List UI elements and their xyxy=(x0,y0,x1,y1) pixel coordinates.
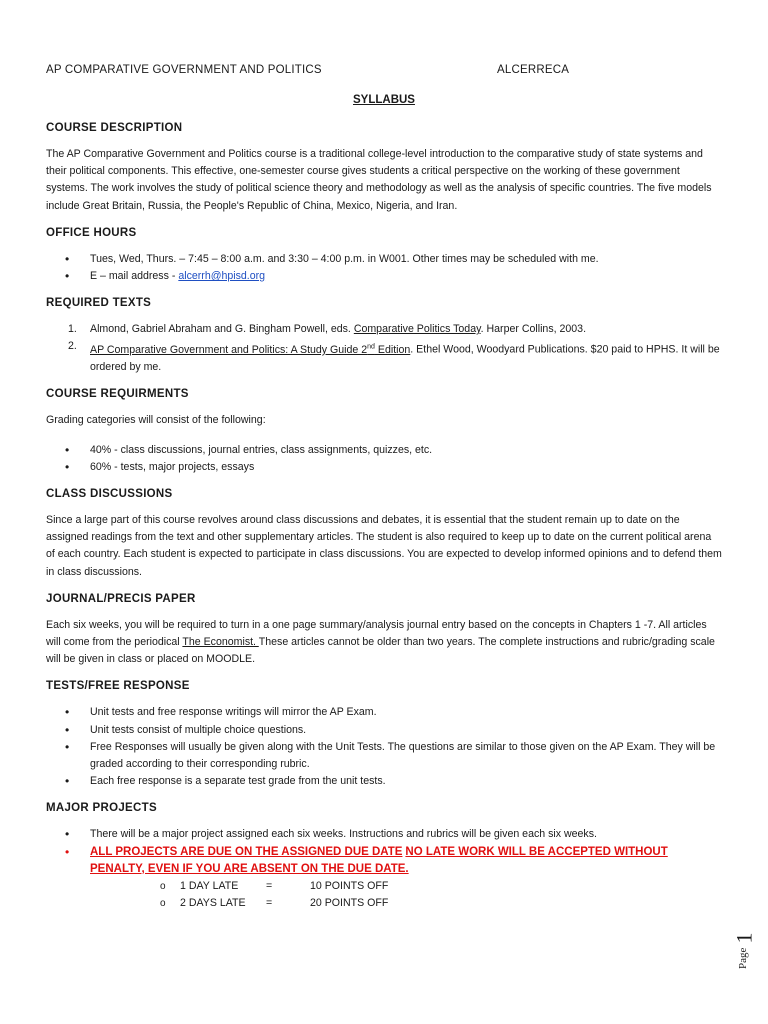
teacher-name-header: ALCERRECA xyxy=(497,64,570,76)
text2-title-edition: Edition xyxy=(374,343,411,356)
page-number-marker xyxy=(731,925,768,975)
tests-heading: TESTS/FREE RESPONSE xyxy=(46,680,190,693)
page-number: 1 xyxy=(731,932,757,944)
journal-text xyxy=(46,617,722,669)
document-body xyxy=(46,122,722,912)
journal-text-a: Each six weeks, you will be required to turn in a one page summary/analysis journal entry based on the concepts in Chapters 1 -7. All articles will come from the periodical xyxy=(46,618,707,648)
office-hours-list xyxy=(46,251,722,285)
penalty-equals: = xyxy=(266,880,273,893)
text1-title: Comparative Politics Today xyxy=(353,323,481,336)
text2-details: . Ethel Wood, Woodyard Publications. $20 paid to HPHS. It will be ordered by me. xyxy=(90,343,720,374)
text2-title xyxy=(90,344,410,356)
major-projects-heading: MAJOR PROJECTS xyxy=(46,802,157,815)
required-texts-heading: REQUIRED TEXTS xyxy=(46,297,152,310)
due-date-warning: ALL PROJECTS ARE DUE ON THE ASSIGNED DUE DATE xyxy=(90,845,403,858)
course-description-heading: COURSE DESCRIPTION xyxy=(46,122,183,134)
penalty-equals: = xyxy=(266,897,273,910)
text2-ordinal: nd xyxy=(367,343,375,351)
list-item xyxy=(46,321,722,338)
journal-heading: JOURNAL/PRECIS PAPER xyxy=(46,592,196,605)
late-penalty-list xyxy=(90,878,722,912)
email-label: E – mail address - xyxy=(90,270,179,283)
list-item: • Each free response is a separate test grade from the unit tests. xyxy=(46,773,722,790)
penalty-days: 2 DAYS LATE xyxy=(180,897,246,910)
list-item: • Free Responses will usually be given along with the Unit Tests. The questions are similar to those given on the AP Exam. They will be graded according to their corresponding rubric. xyxy=(46,739,722,773)
text1-authors: Almond, Gabriel Abraham and G. Bingham Powell, eds. xyxy=(90,323,354,336)
office-hours-times: • Tues, Wed, Thurs. – 7:45 – 8:00 a.m. and 3:30 – 4:00 p.m. in W001. Other times may be scheduled with me. xyxy=(46,251,722,268)
penalty-points: 20 POINTS OFF xyxy=(310,897,389,910)
office-hours-heading: OFFICE HOURS xyxy=(46,226,137,239)
tests-list xyxy=(46,704,722,790)
list-item: • Unit tests and free response writings will mirror the AP Exam. xyxy=(46,704,722,721)
class-discussions-heading: CLASS DISCUSSIONS xyxy=(46,487,173,500)
list-item: • 60% - tests, major projects, essays xyxy=(46,459,722,476)
course-title-header: AP COMPARATIVE GOVERNMENT AND POLITICS xyxy=(46,64,322,76)
list-item: • Unit tests consist of multiple choice questions. xyxy=(46,722,722,739)
list-number: 1. xyxy=(68,323,77,336)
penalty-days: 1 DAY LATE xyxy=(180,880,239,893)
page-label: Page xyxy=(737,947,749,969)
list-item: • 40% - class discussions, journal entries, class assignments, quizzes, etc. xyxy=(46,442,722,459)
list-item xyxy=(46,338,722,376)
late-work-warning: NO LATE WORK WILL BE ACCEPTED WITHOUT PENALTY, EVEN IF YOU ARE ABSENT ON THE DUE DATE. xyxy=(90,845,668,875)
course-requirements-heading: COURSE REQUIRMENTS xyxy=(46,388,189,401)
late-policy-warning xyxy=(46,844,722,913)
page-title: SYLLABUS xyxy=(353,94,415,106)
major-projects-list xyxy=(46,826,722,912)
periodical-title: The Economist. xyxy=(182,635,259,648)
list-number: 2. xyxy=(68,340,77,353)
grading-list xyxy=(46,442,722,476)
course-requirements-intro: Grading categories will consist of the following: xyxy=(46,414,266,427)
office-hours-email-item xyxy=(46,268,722,285)
email-link[interactable]: alcerrh@hpisd.org xyxy=(178,270,266,283)
penalty-row xyxy=(90,895,722,912)
list-item: • There will be a major project assigned each six weeks. Instructions and rubrics will be given each six weeks. xyxy=(46,826,722,843)
course-description-text: The AP Comparative Government and Politics course is a traditional college-level introduction to the comparative study of state systems and their political components. This effective, one-semester course gives students a critical perspective on the working of these government systems. The work involves the study of political science theory and methodology as well as the analysis of specific countries. The five models include Great Britain, Russia, the People's Republic of China, Mexico, Nigeria, and Iran. xyxy=(46,148,712,212)
text1-publisher: . Harper Collins, 2003. xyxy=(480,323,587,336)
journal-text-c: These articles cannot be older than two years. The complete instructions and rubric/grading scale will be given in class or placed on MOODLE. xyxy=(46,635,715,666)
penalty-row xyxy=(90,878,722,895)
text2-title-main: AP Comparative Government and Politics: A Study Guide 2 xyxy=(90,343,368,356)
class-discussions-text: Since a large part of this course revolves around class discussions and debates, it is essential that the student remain up to date on the assigned readings from the text and other supplementary articles. The student is also required to keep up to date on the current political arena of each country. Each student is expected to participate in class discussions. You are expected to develop informed opinions and to defend them in class discussions. xyxy=(46,513,722,578)
penalty-points: 10 POINTS OFF xyxy=(310,880,389,893)
required-texts-list xyxy=(46,321,722,376)
